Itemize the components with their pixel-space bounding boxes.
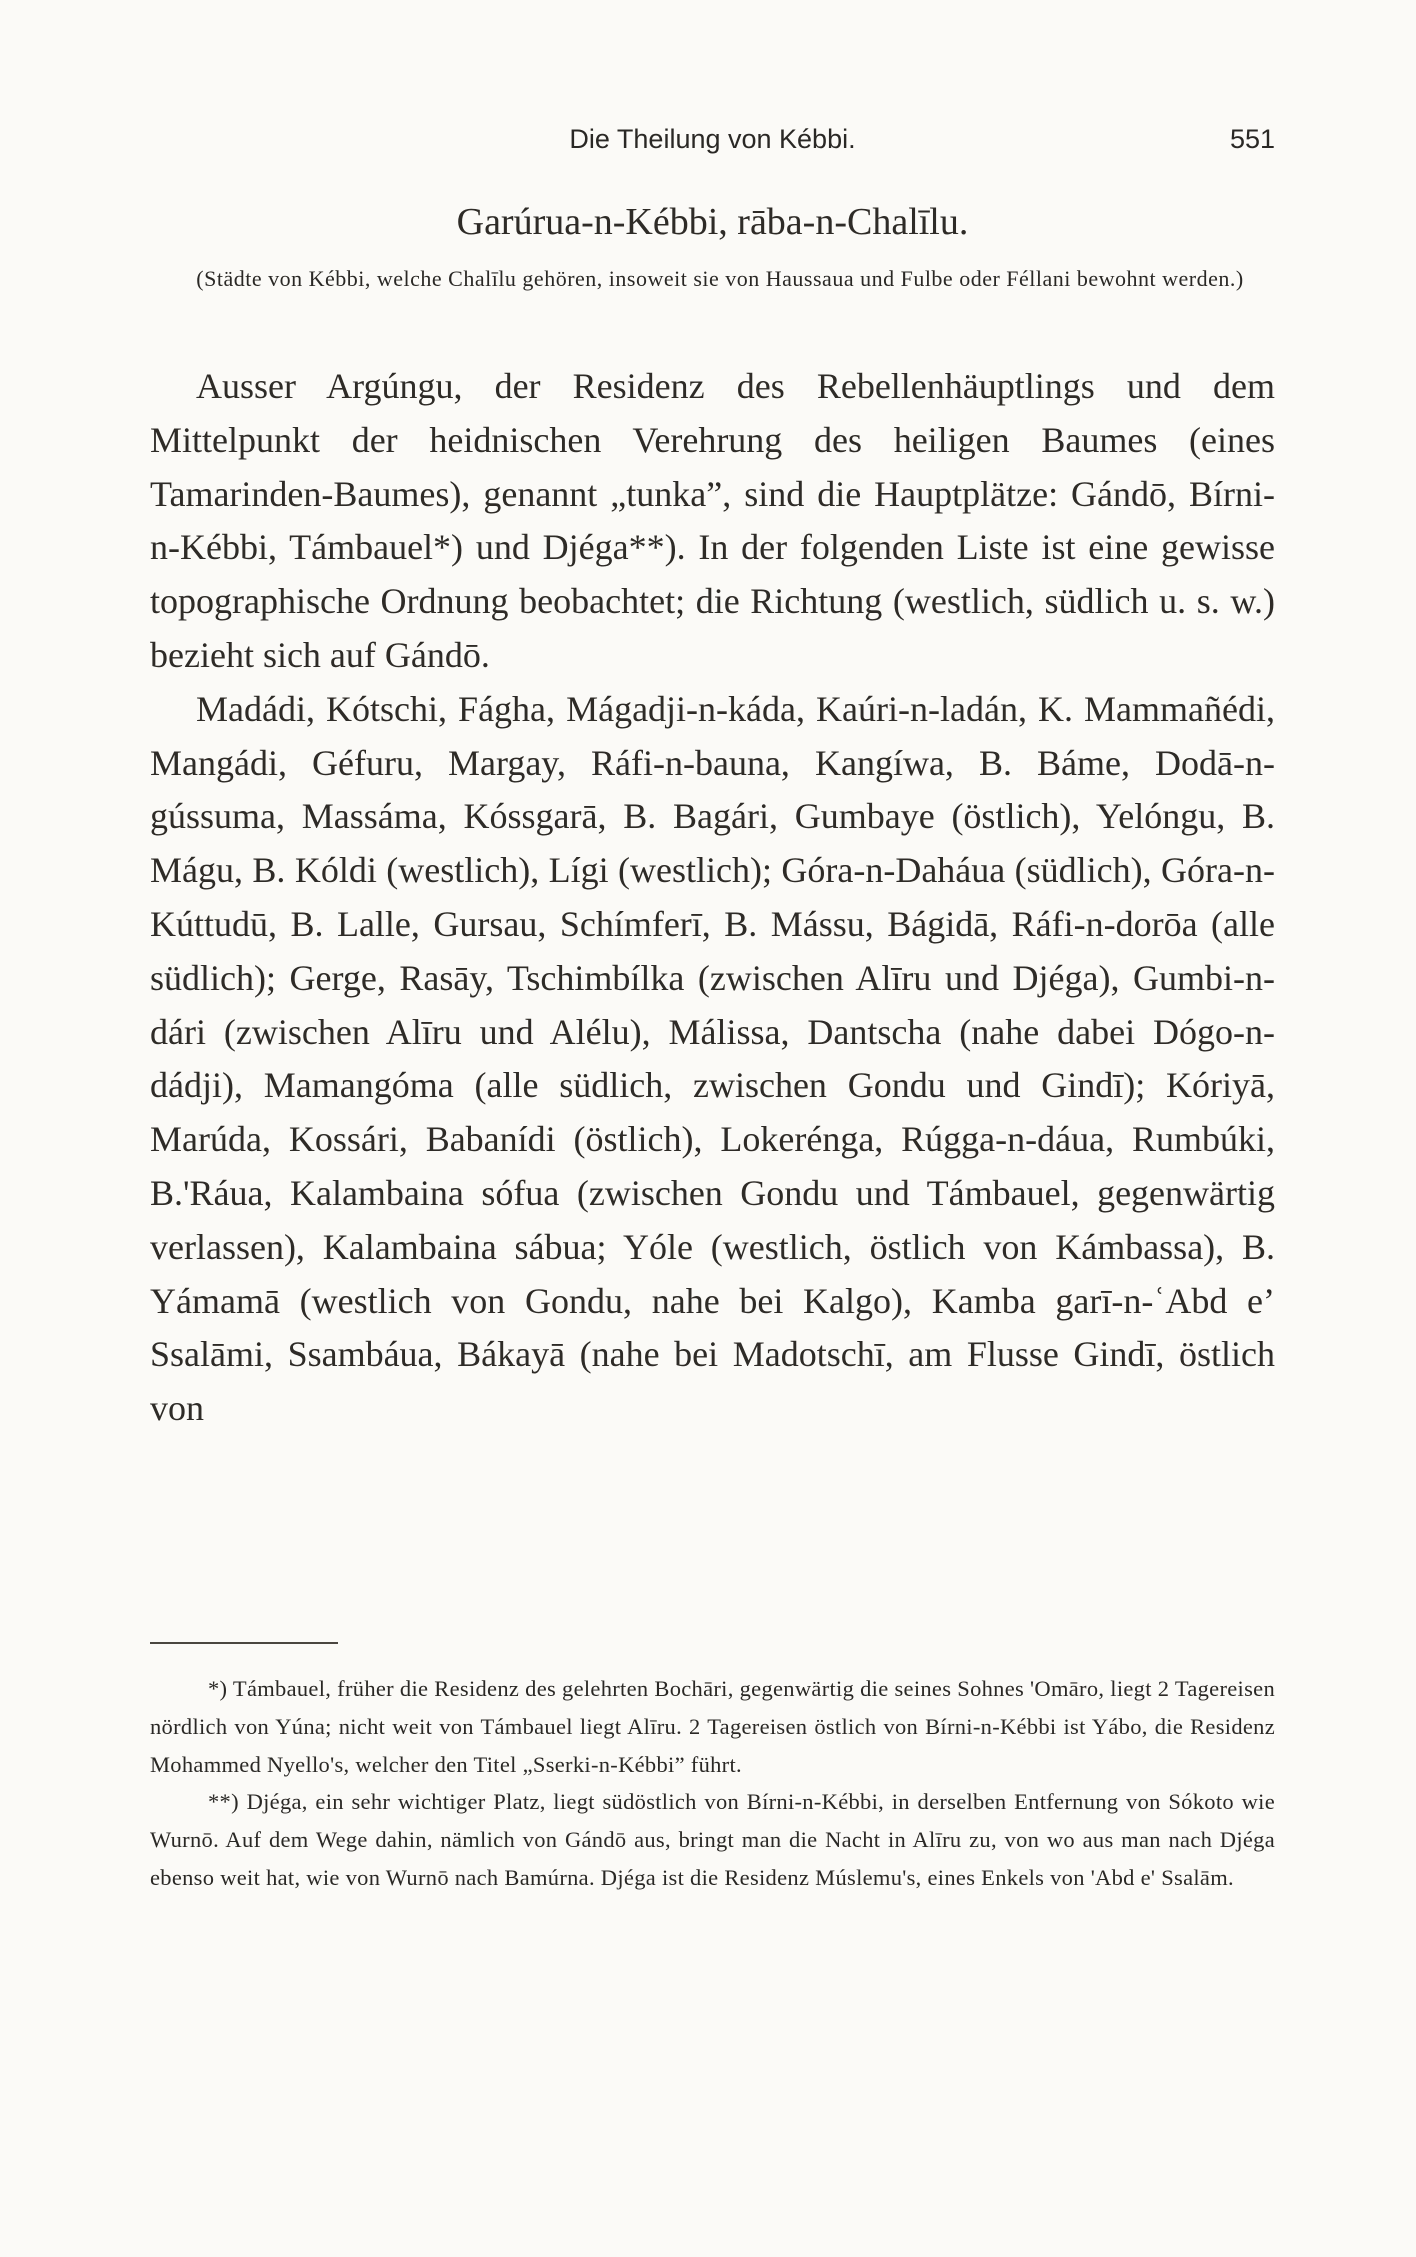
footnote-divider: [150, 1642, 338, 1644]
footnote-1: *) Támbauel, früher die Residenz des gelehrten Bochāri, gegenwärtig die seines Sohnes 'Omāro, liegt 2 Tagereisen nördlich von Yúna; nicht weit von Támbauel liegt Alīru. 2 Tagereisen östlich von Bírni-n-Kébbi ist Yábo, die Residenz Mohammed Nyello's, welcher den Titel „Sserki-n-Kébbi” führt.: [150, 1676, 1275, 1777]
running-head: [150, 118, 1275, 168]
page-number: 551: [1229, 124, 1275, 154]
body-paragraph-1: Ausser Argúngu, der Residenz des Rebellenhäuptlings und dem Mittelpunkt der heidnischen Verehrung des heiligen Baumes (eines Tamarinden-Baumes), genannt „tunka”, sind die Hauptplätze: Gándō, Bírni-n-Kébbi, Támbauel*) und Djéga**). In der folgenden Liste ist eine gewisse topographische Ordnung beobachtet; die Richtung (westlich, südlich u. s. w.) bezieht sich auf Gándō.: [150, 366, 1275, 675]
section-subtitle: (Städte von Kébbi, welche Chalīlu gehören, insoweit sie von Haussaua und Fulbe oder Féllani bewohnt werden.): [196, 266, 1244, 291]
section-title: Garúrua-n-Kébbi, rāba-n-Chalīlu.: [456, 201, 969, 243]
body-text: [150, 360, 1275, 1436]
running-head-title: Die Theilung von Kébbi.: [569, 124, 856, 154]
footnote-2: **) Djéga, ein sehr wichtiger Platz, liegt südöstlich von Bírni-n-Kébbi, in derselben Entfernung von Sókoto wie Wurnō. Auf dem Wege dahin, nämlich von Gándō aus, bringt man die Nacht in Alīru zu, von wo aus man nach Djéga ebenso weit hat, wie von Wurnō nach Bamúrna. Djéga ist die Residenz Múslemu's, eines Enkels von 'Abd e' Ssalām.: [150, 1789, 1275, 1890]
footnotes: [150, 1670, 1275, 1897]
body-paragraph-2: Madádi, Kótschi, Fágha, Mágadji-n-káda, Kaúri-n-ladán, K. Mammañédi, Mangádi, Géfuru, Margay, Ráfi-n-bauna, Kangíwa, B. Báme, Dodā-n-gússuma, Massáma, Kóssgarā, B. Bagári, Gumbaye (östlich), Yelóngu, B. Mágu, B. Kóldi (westlich), Lígi (westlich); Góra-n-Daháua (südlich), Góra-n-Kúttudū, B. Lalle, Gursau, Schímferī, B. Mássu, Bágidā, Ráfi-n-dorōa (alle südlich); Gerge, Rasāy, Tschimbílka (zwischen Alīru und Djéga), Gumbi-n-dári (zwischen Alīru und Alélu), Málissa, Dantscha (nahe dabei Dógo-n-dádji), Mamangóma (alle südlich, zwischen Gondu und Gindī); Kóriyā, Marúda, Kossári, Babanídi (östlich), Lokerénga, Rúgga-n-dáua, Rumbúki, B.'Ráua, Kalambaina sófua (zwischen Gondu und Támbauel, gegenwärtig verlassen), Kalambaina sábua; Yóle (westlich, östlich von Kámbassa), B. Yámamā (westlich von Gondu, nahe bei Kalgo), Kamba garī-n-ʿAbd e’ Ssalāmi, Ssambáua, Bákayā (nahe bei Madotschī, am Flusse Gindī, östlich von: [150, 688, 1275, 1429]
